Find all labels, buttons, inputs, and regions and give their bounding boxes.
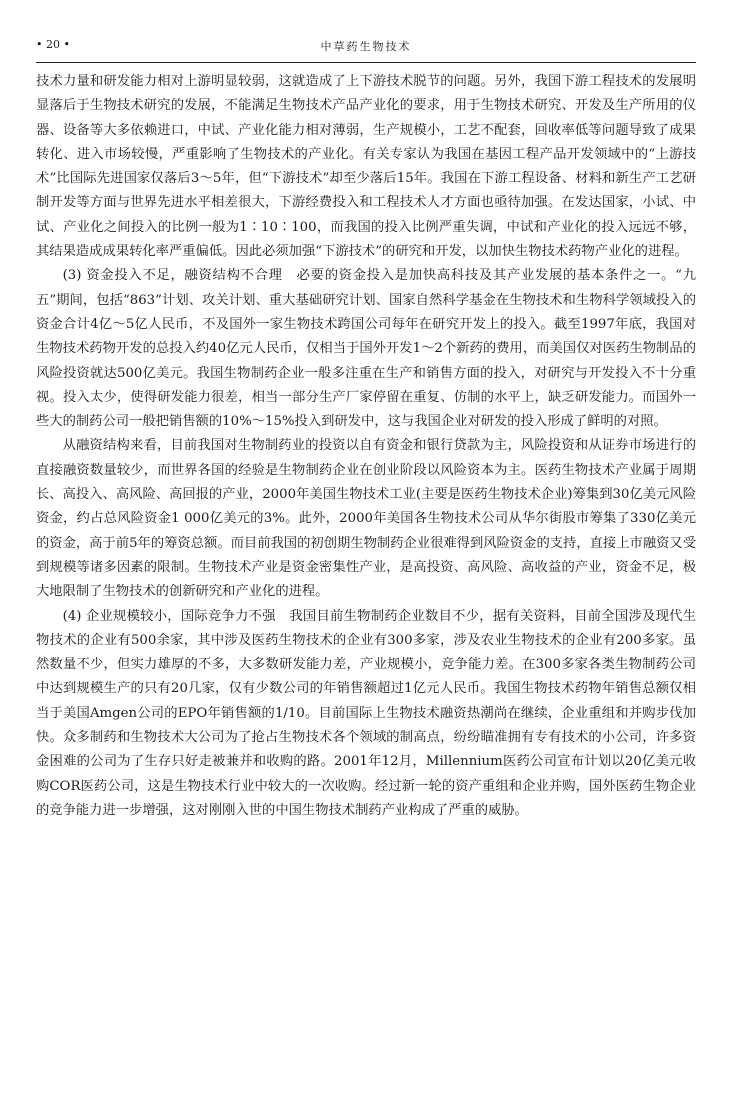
page-header	[36, 38, 696, 60]
paragraph-funding: (3) 资金投入不足，融资结构不合理 必要的资金投入是加快高科技及其产业发展的基本条件之一。“九五”期间，包括“863”计划、攻关计划、重大基础研究计划、国家自然科学基金在生物技术和生物科学领域投入的资金合计4亿～5亿人民币，不及国外一家生物技术跨国公司每年在研究开发上的投入。截至1997年底，我国对生物技术药物开发的总投入约40亿元人民币，仅相当于国外开发1～2个新药的费用，而美国仅对医药生物制品的风险投资就达500亿美元。我国生物制药企业一般多注重在生产和销售方面的投入，对研究与开发投入不十分重视。投入太少，使得研发能力很差，相当一部分生产厂家停留在重复、仿制的水平上，缺乏研发能力。而国外一些大的制药公司一般把销售额的10%～15%投入到研发中，这与我国企业对研发的投入形成了鲜明的对照。	[36, 268, 696, 430]
paragraph-enterprise-scale: (4) 企业规模较小，国际竞争力不强 我国目前生物制药企业数目不少，据有关资料，目前全国涉及现代生物技术的企业有500余家，其中涉及医药生物技术的企业有300多家，涉及农业生物技术的企业有200多家。虽然数量不少，但实力雄厚的不多，大多数研发能力差，产业规模小，竞争能力差。在300多家各类生物制药公司中达到规模生产的只有20几家，仅有少数公司的年销售额超过1亿元人民币。我国生物技术药物年销售总额仅相当于美国Amgen公司的EPO年销售额的1/10。目前国际上生物技术融资热潮尚在继续，企业重组和并购步伐加快。众多制药和生物技术大公司为了抢占生物技术各个领域的制高点，纷纷瞄准拥有专有技术的小公司，许多资金困难的公司为了生存只好走被兼并和收购的路。2001年12月，Millennium医药公司宣布计划以20亿美元收购COR医药公司，这是生物技术行业中较大的一次收购。经过新一轮的资产重组和企业并购，国外医药生物企业的竞争能力进一步增强，这对刚刚入世的中国生物技术制药产业构成了严重的威胁。	[36, 608, 696, 818]
running-title: 中草药生物技术	[320, 40, 412, 53]
header-rule	[36, 62, 696, 63]
paragraph-financing-structure: 从融资结构来看，目前我国对生物制药业的投资以自有资金和银行贷款为主，风险投资和从证券市场进行的直接融资数量较少，而世界各国的经验是生物制药企业在创业阶段以风险资本为主。医药生物技术产业属于周期长、高投入、高风险、高回报的产业，2000年美国生物技术工业(主要是医药生物技术企业)筹集到30亿美元风险资金，约占总风险资金1 000亿美元的3%。此外，2000年美国各生物技术公司从华尔街股市筹集了330亿美元的资金，高于前5年的筹资总额。而目前我国的初创期生物制药企业很难得到风险资金的支持，直接上市融资又受到规模等诸多因素的限制。生物技术产业是资金密集性产业，是高投资、高风险、高收益的产业，资金不足，极大地限制了生物技术的创新研究和产业化的进程。	[36, 438, 697, 600]
body-text	[36, 70, 696, 823]
paragraph-continuation: 技术力量和研发能力相对上游明显较弱，这就造成了上下游技术脱节的问题。另外，我国下游工程技术的发展明显落后于生物技术研究的发展，不能满足生物技术产品产业化的要求，用于生物技术研究、开发及生产所用的仪器、设备等大多依赖进口，中试、产业化能力相对薄弱，生产规模小，工艺不配套，回收率低等问题导致了成果转化、进入市场较慢，严重影响了生物技术的产业化。有关专家认为我国在基因工程产品开发领域中的“上游技术”比国际先进国家仅落后3～5年，但“下游技术”却至少落后15年。我国在下游工程设备、材料和新生产工艺研制开发等方面与世界先进水平相差很大，下游经费投入和工程技术人才方面也亟待加强。在发达国家，小试、中试、产业化之间投入的比例一般为1∶10∶100，而我国的投入比例严重失调，中试和产业化的投入远远不够，其结果造成成果转化率严重偏低。因此必须加强“下游技术”的研究和开发，以加快生物技术药物产业化的进程。	[36, 74, 696, 260]
page-number: • 20 •	[36, 38, 70, 51]
